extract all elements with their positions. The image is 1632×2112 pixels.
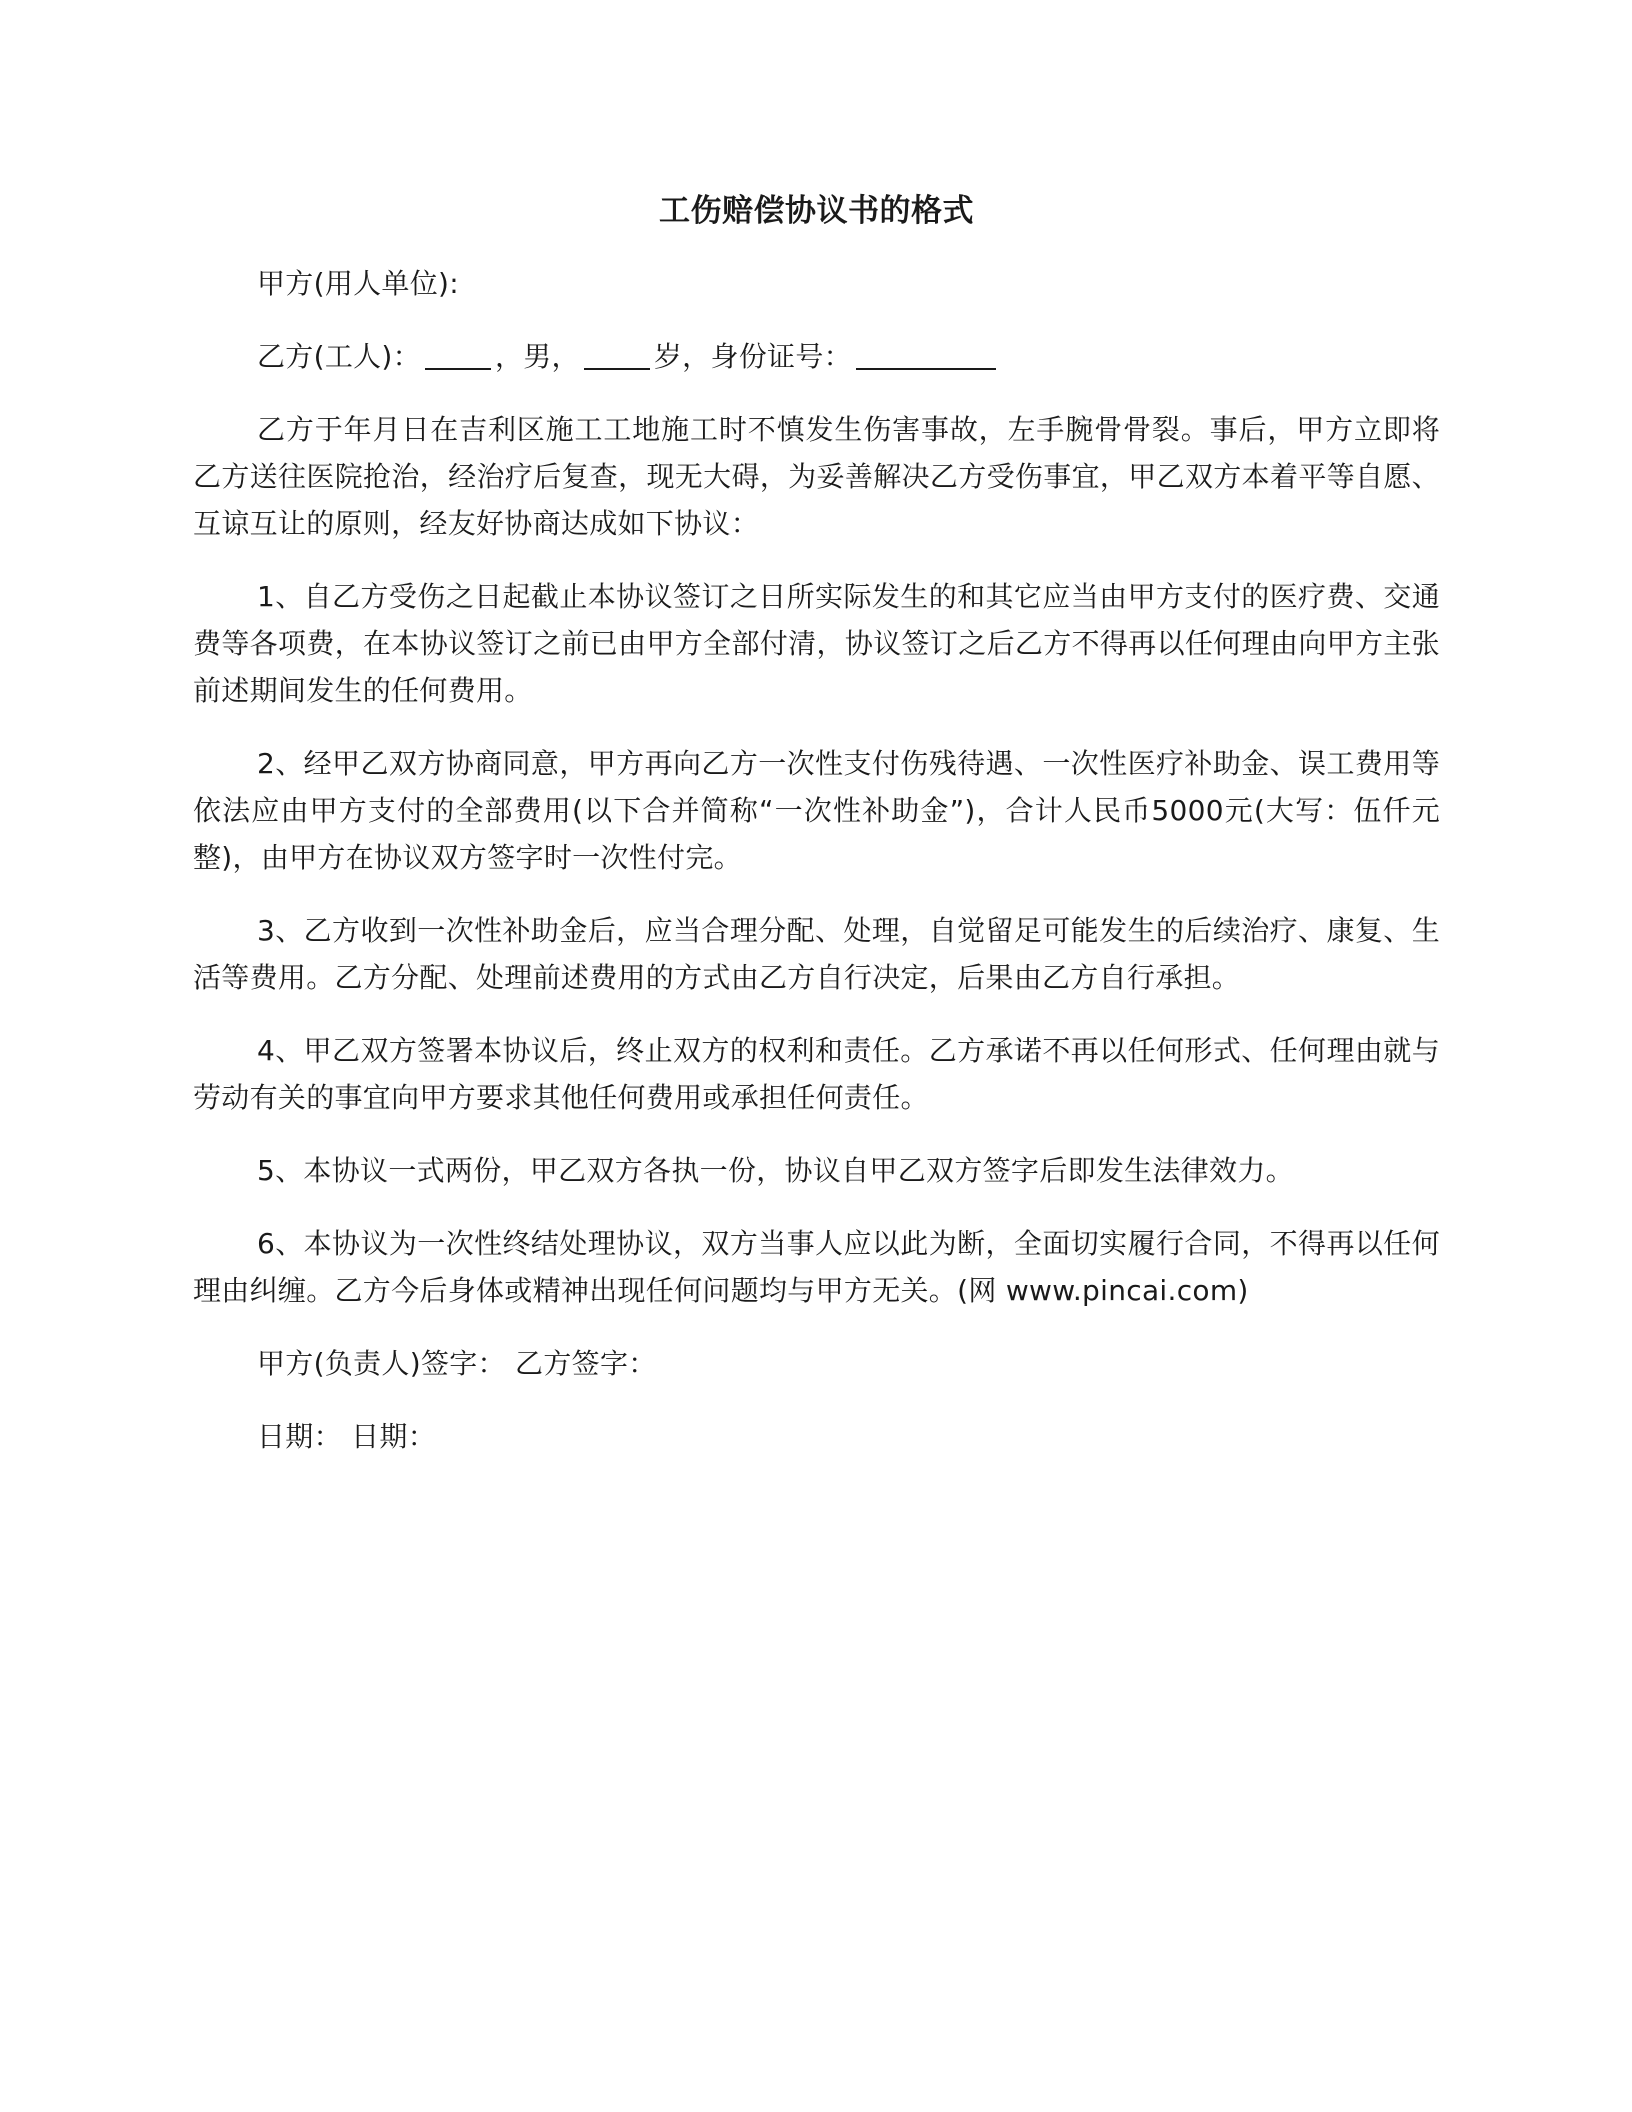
age-blank: [584, 338, 650, 370]
name-blank: [425, 338, 491, 370]
id-number-blank: [856, 338, 996, 370]
clause-2: 2、经甲乙双方协商同意，甲方再向乙方一次性支付伤残待遇、一次性医疗补助金、误工费用等依法应由甲方支付的全部费用(以下合并简称“一次性补助金”)，合计人民币5000元(大写：伍仟元整)，由甲方在协议双方签字时一次性付完。: [193, 747, 1440, 874]
clause-1: 1、自乙方受伤之日起截止本协议签订之日所实际发生的和其它应当由甲方支付的医疗费、交通费等各项费，在本协议签订之前已由甲方全部付清，协议签订之后乙方不得再以任何理由向甲方主张前述期间发生的任何费用。: [193, 580, 1440, 707]
party-b-line: [193, 333, 1440, 380]
document-body: [193, 188, 1440, 1486]
clause-4: 4、甲乙双方签署本协议后，终止双方的权利和责任。乙方承诺不再以任何形式、任何理由就与劳动有关的事宜向甲方要求其他任何费用或承担任何责任。: [193, 1034, 1440, 1114]
intro-paragraph: 乙方于年月日在吉利区施工工地施工时不慎发生伤害事故，左手腕骨骨裂。事后，甲方立即将乙方送往医院抢治，经治疗后复查，现无大碍，为妥善解决乙方受伤事宜，甲乙双方本着平等自愿、互谅互让的原则，经友好协商达成如下协议：: [193, 413, 1440, 540]
clause-6: 6、本协议为一次性终结处理协议，双方当事人应以此为断，全面切实履行合同，不得再以任何理由纠缠。乙方今后身体或精神出现任何问题均与甲方无关。(网 www.pincai.com): [193, 1227, 1440, 1307]
date-line: 日期： 日期：: [257, 1420, 437, 1453]
signature-line: 甲方(负责人)签字： 乙方签字：: [257, 1347, 657, 1380]
party-b-gender: ，男，: [494, 340, 580, 373]
party-b-prefix: 乙方(工人)：: [257, 340, 421, 373]
clause-5: 5、本协议一式两份，甲乙双方各执一份，协议自甲乙双方签字后即发生法律效力。: [257, 1154, 1294, 1187]
party-b-age-suffix: 岁，身份证号：: [653, 340, 852, 373]
document-title: 工伤赔偿协议书的格式: [659, 193, 974, 229]
party-a-line: 甲方(用人单位):: [257, 267, 459, 300]
clause-3: 3、乙方收到一次性补助金后，应当合理分配、处理，自觉留足可能发生的后续治疗、康复、生活等费用。乙方分配、处理前述费用的方式由乙方自行决定，后果由乙方自行承担。: [193, 914, 1440, 994]
